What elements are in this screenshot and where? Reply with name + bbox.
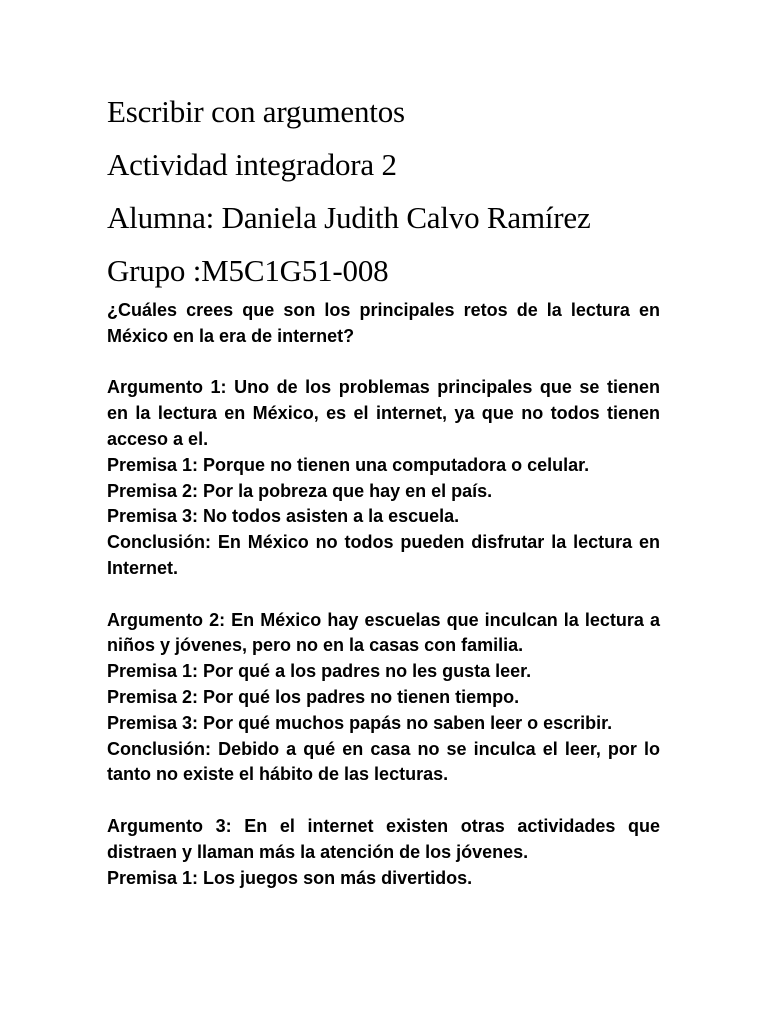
- argument-2-statement: Argumento 2: En México hay escuelas que inculcan la lectura a niños y jóvenes, pero no en la casas con familia.: [107, 609, 660, 656]
- document-body: [107, 298, 660, 891]
- argument-1-conclusion: Conclusión: En México no todos pueden disfrutar la lectura en Internet.: [107, 532, 660, 578]
- argument-3-premise-1: Premisa 1: Los juegos son más divertidos.: [107, 867, 473, 888]
- spacer: [107, 350, 660, 376]
- document-header: [107, 92, 667, 304]
- spacer: [107, 788, 660, 814]
- document-title: Escribir con argumentos: [107, 94, 405, 129]
- group-code: Grupo :M5C1G51-008: [107, 253, 389, 288]
- argument-1-premise-2: Premisa 2: Por la pobreza que hay en el país.: [107, 480, 493, 501]
- argument-2-premise-2: Premisa 2: Por qué los padres no tienen tiempo.: [107, 686, 520, 707]
- argument-2-premise-1: Premisa 1: Por qué a los padres no les gusta leer.: [107, 661, 532, 682]
- question: ¿Cuáles crees que son los principales retos de la lectura en México en la era de internet?: [107, 300, 660, 346]
- argument-3-statement: Argumento 3: En el internet existen otras actividades que distraen y llaman más la atención de los jóvenes.: [107, 815, 660, 862]
- argument-1-premise-3: Premisa 3: No todos asisten a la escuela.: [107, 506, 460, 527]
- argument-2-premise-3: Premisa 3: Por qué muchos papás no saben leer o escribir.: [107, 712, 613, 733]
- argument-2-conclusion: Conclusión: Debido a qué en casa no se inculca el leer, por lo tanto no existe el hábito de las lecturas.: [107, 738, 660, 785]
- argument-block-3: [107, 814, 660, 891]
- activity-name: Actividad integradora 2: [107, 147, 397, 182]
- argument-block-1: [107, 375, 660, 581]
- spacer: [107, 582, 660, 608]
- student-name: Alumna: Daniela Judith Calvo Ramírez: [107, 200, 591, 235]
- argument-1-premise-1: Premisa 1: Porque no tienen una computadora o celular.: [107, 454, 590, 475]
- argument-block-2: [107, 608, 660, 789]
- argument-1-statement: Argumento 1: Uno de los problemas principales que se tienen en la lectura en México, es el internet, ya que no todos tienen acceso a el.: [107, 377, 660, 449]
